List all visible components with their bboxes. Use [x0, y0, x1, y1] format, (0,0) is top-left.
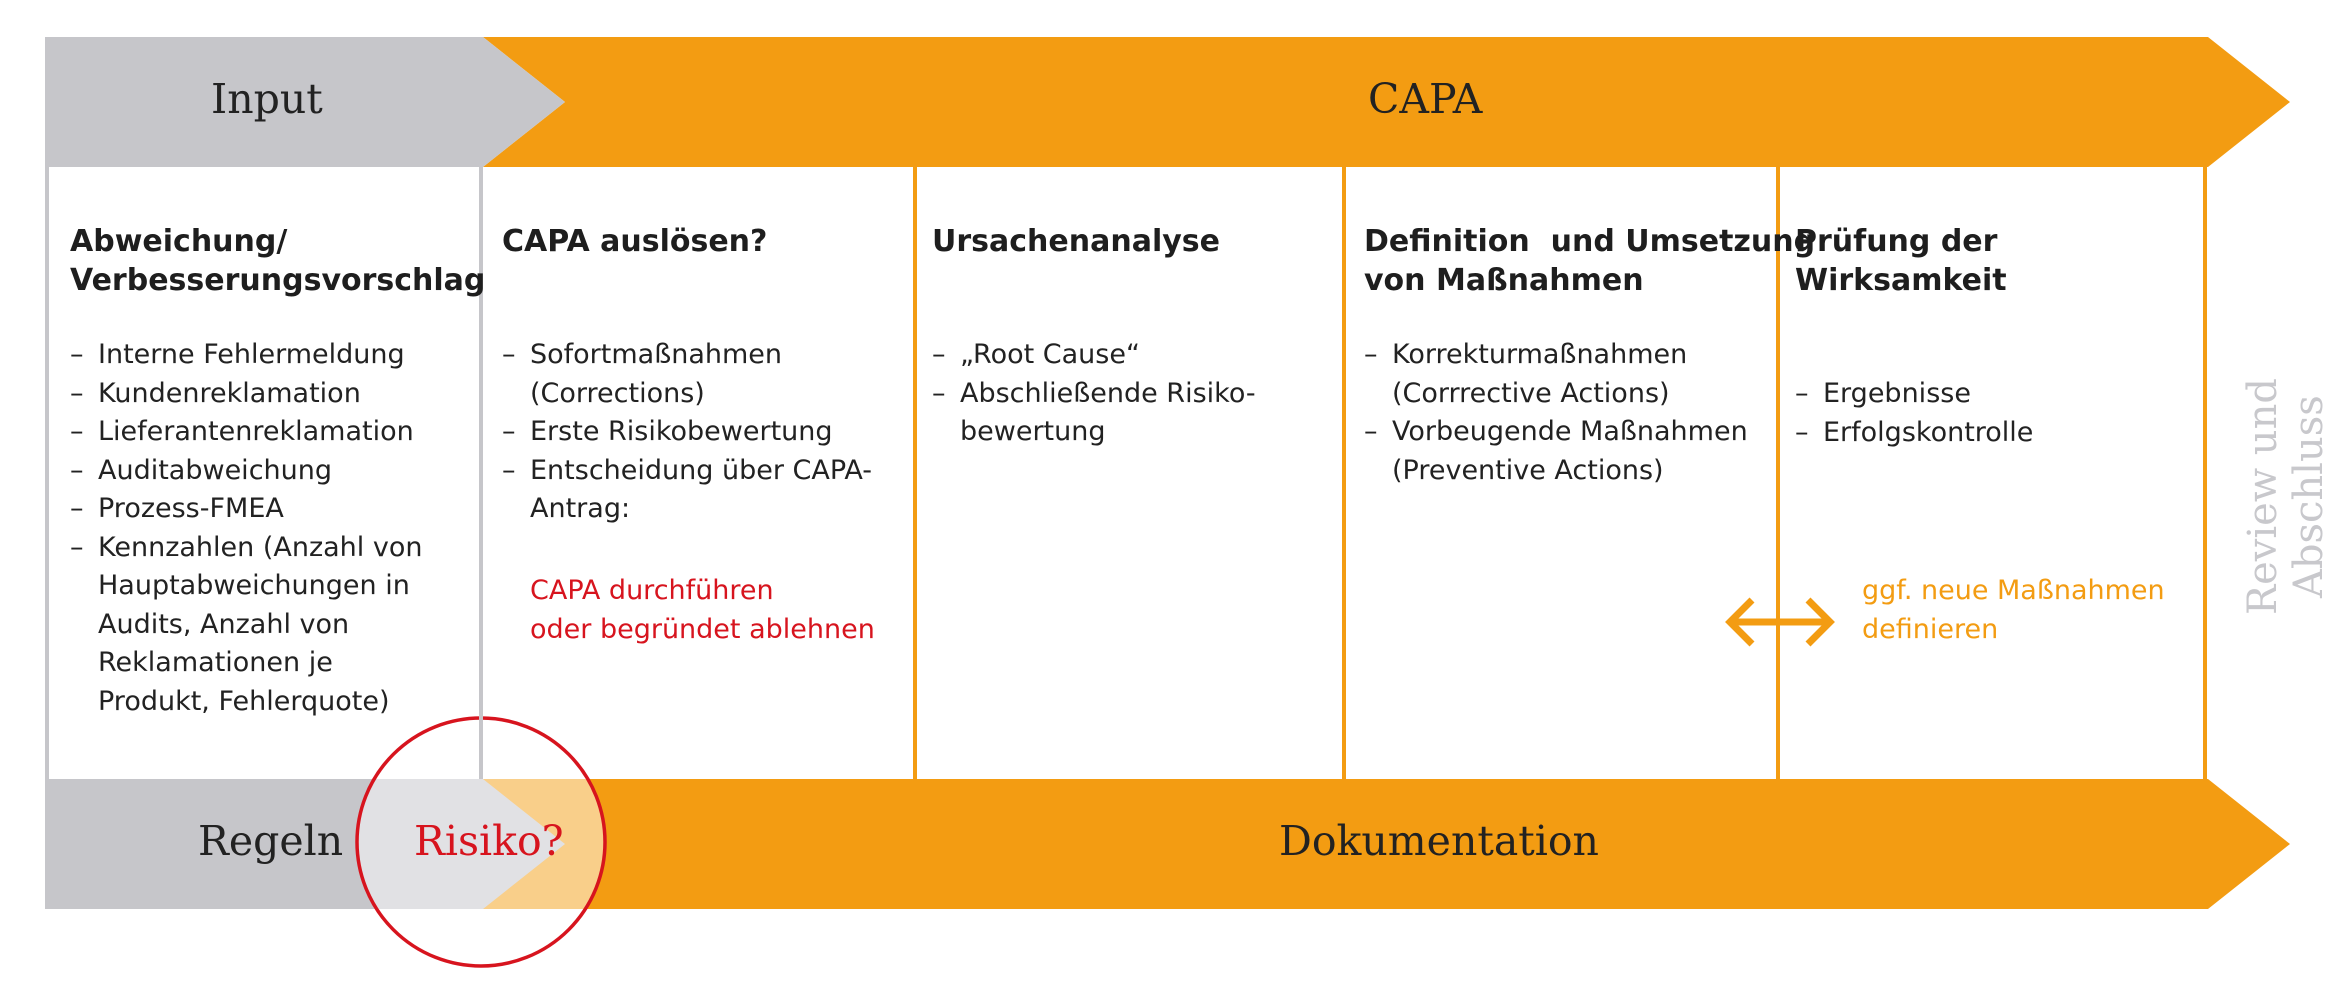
measures-list [1364, 336, 1769, 490]
title-line-2: von Maßnahmen [1364, 263, 1644, 298]
rules-label: Regeln [198, 817, 344, 865]
effectiveness-list [1795, 375, 2195, 452]
column-effectiveness [1795, 222, 2195, 452]
column-title: Prüfung der Wirksamkeit [1795, 224, 2007, 298]
input-list [70, 336, 470, 721]
list-item: – Entscheidung über CAPA-Antrag: [502, 452, 875, 529]
list-item: – Kennzahlen (Anzahl von Hauptabweichungen in Audits, Anzahl von Reklamationen je Produkt, Fehlerquote) [70, 529, 443, 722]
note-line-2: oder begründet ablehnen [530, 613, 875, 645]
column-trigger-capa [502, 222, 882, 529]
documentation-label: Dokumentation [1279, 817, 1599, 865]
new-measures-note [1862, 572, 2165, 649]
list-item: – Korrekturmaßnahmen (Corrrective Actions) [1364, 336, 1712, 413]
trigger-list [502, 336, 882, 529]
column-deviation [70, 222, 486, 721]
title-line-1: Definition und Umsetzung [1364, 224, 1816, 259]
list-item: – Vorbeugende Maßnahmen (Preventive Actions) [1364, 413, 1752, 490]
title-line-1: Abweichung/ [70, 224, 288, 259]
list-item: – Auditabweichung [70, 452, 470, 491]
column-root-cause [932, 222, 1332, 452]
list-item: – Prozess-FMEA [70, 490, 470, 529]
review-label: Review und Abschluss [2240, 378, 2332, 616]
list-item: – Ergebnisse [1795, 375, 2195, 414]
column-title: CAPA auslösen? [502, 224, 768, 259]
title-line-2: Verbesserungsvorschlag [70, 263, 486, 298]
capa-decision-note [530, 572, 875, 649]
capa-label: CAPA [1368, 75, 1483, 123]
column-title [70, 222, 486, 300]
list-item: – Kundenreklamation [70, 375, 470, 414]
list-item: – „Root Cause“ [932, 336, 1332, 375]
list-item: – Interne Fehlermeldung [70, 336, 470, 375]
input-label: Input [211, 75, 323, 123]
root-cause-list [932, 336, 1332, 452]
note-line-1: CAPA durchführen [530, 575, 774, 606]
list-item: – Lieferantenreklamation [70, 413, 470, 452]
list-item: – Erste Risikobewertung [502, 413, 882, 452]
note-line-1: ggf. neue Maßnahmen [1862, 575, 2165, 606]
column-title: Ursachenanalyse [932, 224, 1220, 259]
column-title [1364, 222, 1816, 300]
risk-label: Risiko? [414, 817, 564, 865]
column-measures [1364, 222, 1816, 490]
list-item: – Abschließende Risiko-bewertung [932, 375, 1260, 452]
list-item: – Sofortmaßnahmen (Corrections) [502, 336, 750, 413]
note-line-2: definieren [1862, 613, 1999, 645]
list-item: – Erfolgskontrolle [1795, 414, 2195, 453]
